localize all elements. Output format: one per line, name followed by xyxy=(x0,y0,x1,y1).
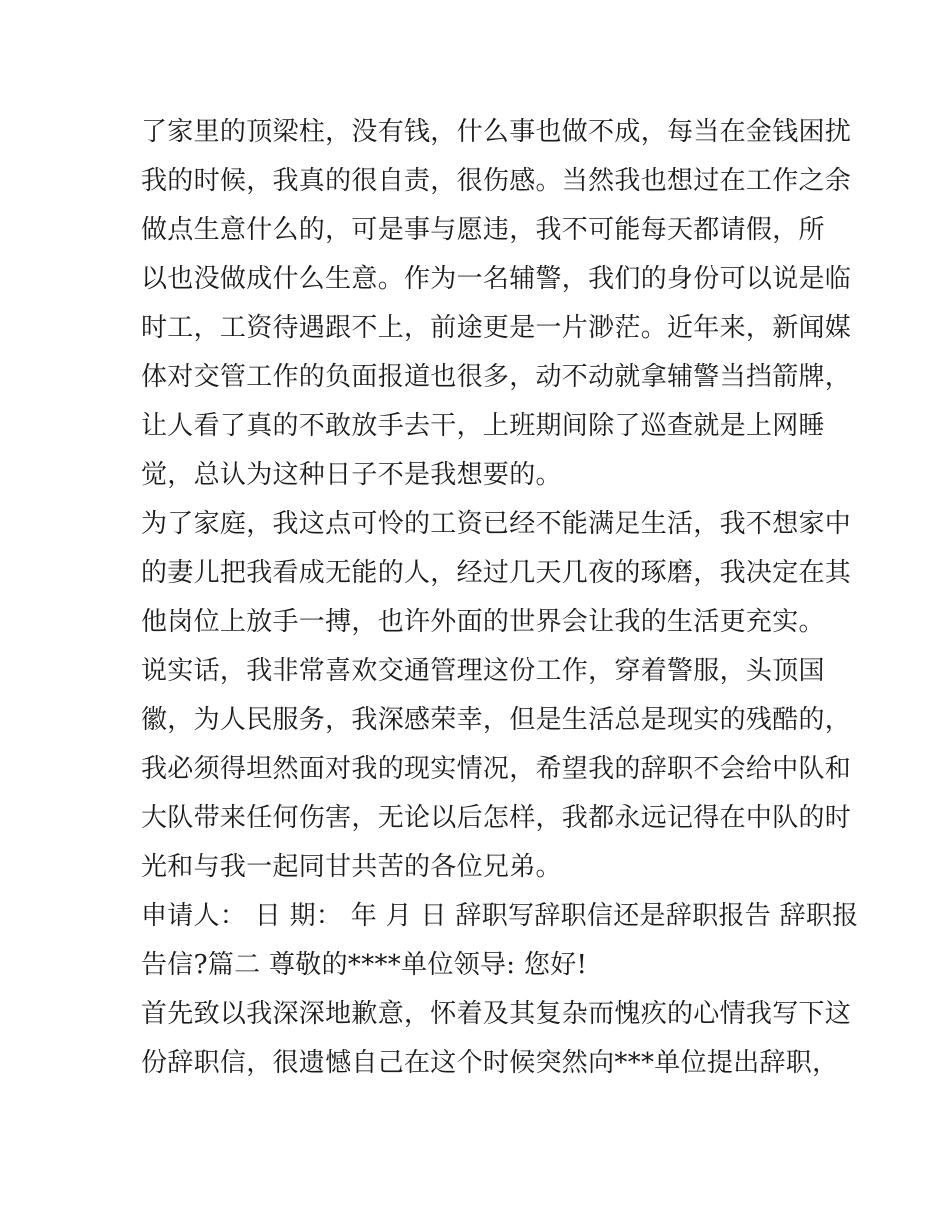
text-line: 做点生意什么的，可是事与愿违，我不可能每天都请假，所 xyxy=(141,215,825,245)
text-line: 让人看了真的不敢放手去干，上班期间除了巡查就是上网睡 xyxy=(141,411,825,441)
text-line: 以也没做成什么生意。作为一名辅警，我们的身份可以说是临 xyxy=(141,264,852,294)
text-line: 大队带来任何伤害，无论以后怎样，我都永远记得在中队的时 xyxy=(141,803,852,833)
text-line: 时工，工资待遇跟不上，前途更是一片渺茫。近年来，新闻媒 xyxy=(141,313,852,343)
text-line: 觉，总认为这种日子不是我想要的。 xyxy=(141,460,562,490)
text-line: 了家里的顶梁柱，没有钱，什么事也做不成，每当在金钱困扰 xyxy=(141,117,852,147)
text-line: 为了家庭，我这点可怜的工资已经不能满足生活，我不想家中 xyxy=(141,509,852,539)
text-line: 徽，为人民服务，我深感荣幸，但是生活总是现实的残酷的， xyxy=(141,705,852,735)
text-line: 我的时候，我真的很自责，很伤感。当然我也想过在工作之余 xyxy=(141,166,852,196)
text-line: 我必须得坦然面对我的现实情况，希望我的辞职不会给中队和 xyxy=(141,754,852,784)
text-line: 说实话，我非常喜欢交通管理这份工作，穿着警服，头顶国 xyxy=(141,656,825,686)
text-line: 首先致以我深深地歉意，怀着及其复杂而愧疚的心情我写下这 xyxy=(141,999,852,1029)
text-line: 告信?篇二 尊敬的****单位领导: 您好! xyxy=(141,950,588,980)
text-line: 他岗位上放手一搏，也许外面的世界会让我的生活更充实。 xyxy=(141,607,825,637)
text-line: 的妻儿把我看成无能的人，经过几天几夜的琢磨，我决定在其 xyxy=(141,558,852,588)
text-line: 光和与我一起同甘共苦的各位兄弟。 xyxy=(141,852,562,882)
text-line: 申请人： 日 期： 年 月 日 辞职写辞职信还是辞职报告 辞职报 xyxy=(141,901,859,931)
text-line: 体对交管工作的负面报道也很多，动不动就拿辅警当挡箭牌， xyxy=(141,362,852,392)
text-line: 份辞职信，很遗憾自己在这个时候突然向***单位提出辞职， xyxy=(141,1048,839,1078)
